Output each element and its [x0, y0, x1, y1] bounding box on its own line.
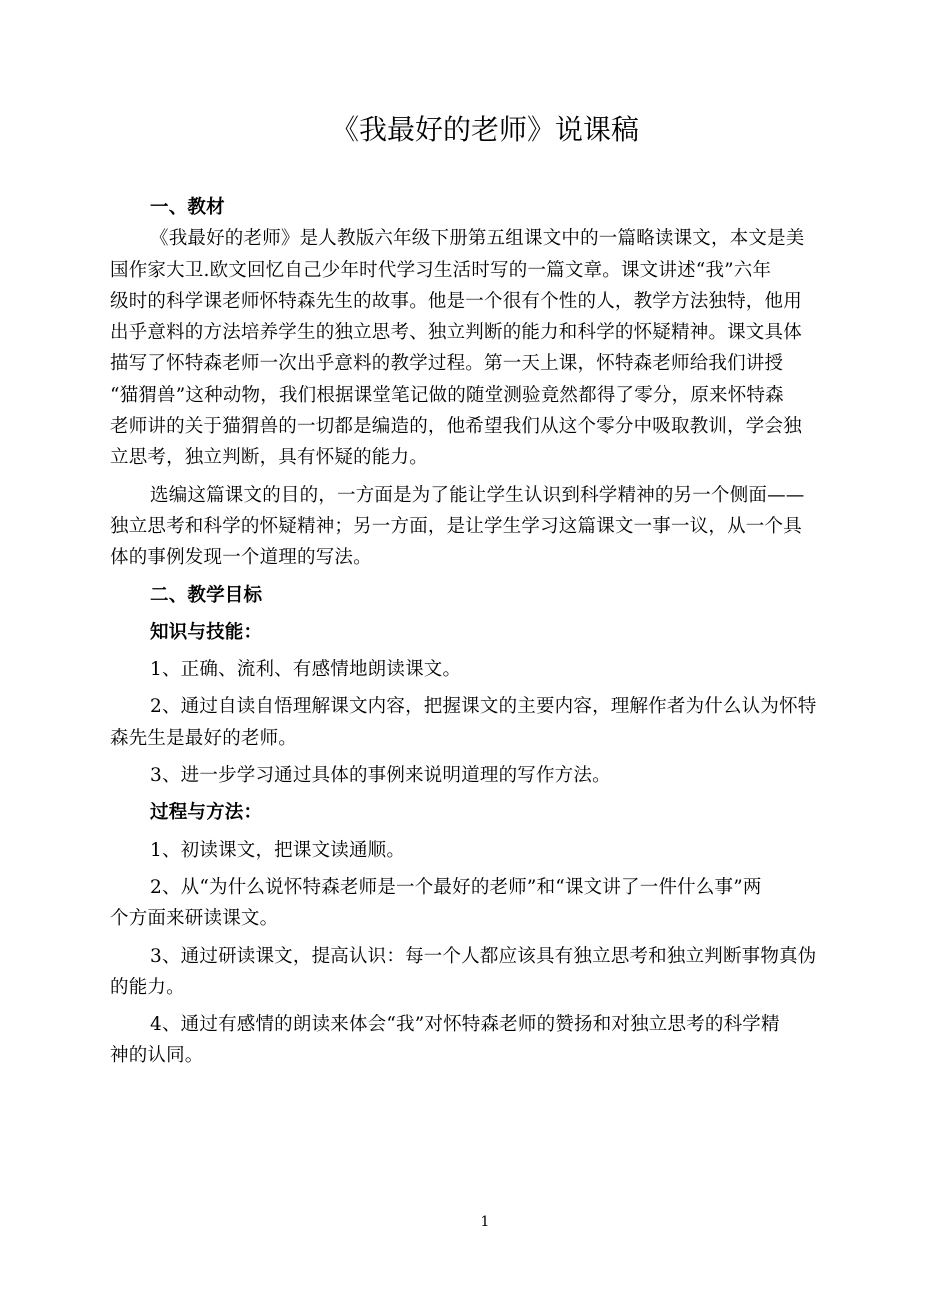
paragraph-line: 3、通过研读课文，提高认识：每一个人都应该具有独立思考和独立判断事物真伪 [150, 945, 817, 967]
paragraph-line: 出乎意料的方法培养学生的独立思考、独立判断的能力和科学的怀疑精神。课文具体 [110, 322, 802, 344]
list-item-knowledge-1 [110, 654, 866, 685]
section-heading-textbook: 一、教材 [150, 197, 225, 218]
subheading-knowledge-skills: 知识与技能： [150, 621, 263, 643]
document-body [110, 192, 866, 1078]
list-item-knowledge-2 [110, 691, 866, 754]
section-heading-wrapper [110, 580, 866, 611]
paragraph-line: 老师讲的关于猫猬兽的一切都是编造的，他希望我们从这个零分中吸取教训，学会独 [110, 416, 802, 438]
paragraph-line: 4、通过有感情的朗读来体会“我”对怀特森老师的赞扬和对独立思考的科学精 [150, 1014, 780, 1036]
paragraph-line: 个方面来研读课文。 [110, 908, 279, 930]
list-item-process-4 [110, 1009, 866, 1072]
paragraph-line: 森先生是最好的老师。 [110, 727, 298, 749]
paragraph-line: 1、初读课文，把课文读通顺。 [150, 839, 406, 861]
paragraph-line: 2、从“为什么说怀特森老师是一个最好的老师”和“课文讲了一件什么事”两 [150, 876, 762, 898]
paragraph-line: 的能力。 [110, 976, 185, 998]
paragraph-line: 2、通过自读自悟理解课文内容，把握课文的主要内容，理解作者为什么认为怀特 [150, 696, 817, 718]
subheading-wrapper [110, 797, 866, 828]
list-item-knowledge-3 [110, 760, 866, 791]
list-item-process-2 [110, 872, 866, 935]
paragraph-selection-purpose [110, 480, 866, 574]
list-item-process-3 [110, 941, 866, 1004]
paragraph-line: 独立思考和科学的怀疑精神；另一方面，是让学生学习这篇课文一事一议，从一个具 [110, 515, 802, 537]
document-title: 《我最好的老师》说课稿 [330, 113, 639, 146]
paragraph-line: 体的事例发现一个道理的写法。 [110, 547, 372, 569]
paragraph-line: 3、进一步学习通过具体的事例来说明道理的写作方法。 [150, 765, 611, 787]
paragraph-line: 1、正确、流利、有感情地朗读课文。 [150, 659, 462, 681]
paragraph-line: 《我最好的老师》是人教版六年级下册第五组课文中的一篇略读课文，本文是美 [150, 228, 805, 250]
paragraph-line: 国作家大卫.欧文回忆自己少年时代学习生活时写的一篇文章。课文讲述“我”六年 [110, 259, 772, 281]
list-item-process-1 [110, 835, 866, 866]
subheading-wrapper [110, 617, 866, 648]
paragraph-textbook-summary [110, 223, 866, 473]
paragraph-line: 描写了怀特森老师一次出乎意料的教学过程。第一天上课，怀特森老师给我们讲授 [110, 353, 784, 375]
paragraph-line: 级时的科学课老师怀特森先生的故事。他是一个很有个性的人，教学方法独特，他用 [110, 290, 802, 312]
paragraph-line: 选编这篇课文的目的，一方面是为了能让学生认识到科学精神的另一个侧面—— [150, 484, 805, 506]
page-number: 1 [480, 1214, 490, 1230]
paragraph-line: 神的认同。 [110, 1045, 204, 1067]
subheading-process-methods: 过程与方法： [150, 802, 263, 824]
paragraph-line: “猫猬兽”这种动物，我们根据课堂笔记做的随堂测验竟然都得了零分，原来怀特森 [110, 384, 784, 406]
section-heading-teaching-goals: 二、教学目标 [150, 584, 263, 606]
paragraph-line: 立思考，独立判断，具有怀疑的能力。 [110, 447, 428, 469]
